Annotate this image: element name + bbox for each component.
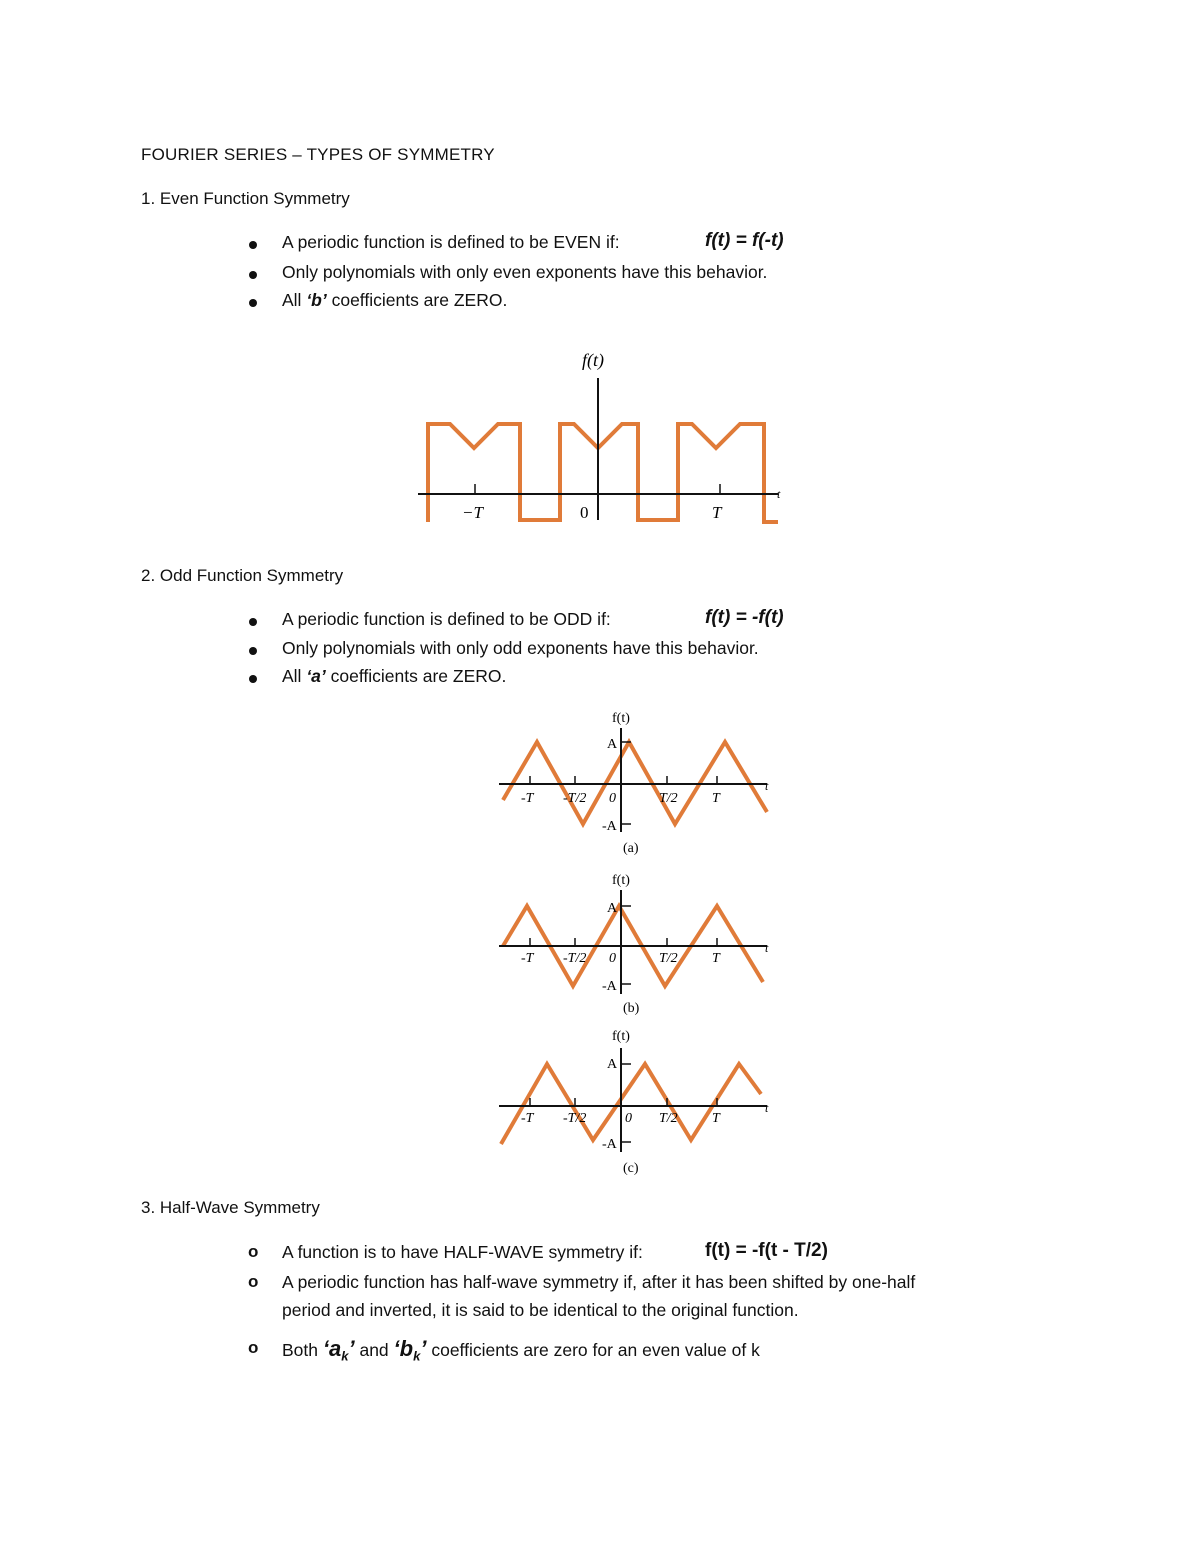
amplitude-label: A — [607, 737, 618, 752]
bullet-icon — [249, 647, 257, 655]
bullet-icon — [249, 271, 257, 279]
list-item — [0, 666, 1100, 690]
tick-label: -T/2 — [563, 791, 587, 806]
list-item — [0, 638, 1100, 662]
bullet-text: A function is to have HALF-WAVE symmetry if: — [282, 1242, 643, 1262]
list-item — [0, 262, 1100, 286]
bullet-icon — [249, 299, 257, 307]
bullet-text: A periodic function is defined to be EVEN if: — [282, 232, 620, 252]
section-heading-even: 1. Even Function Symmetry — [141, 189, 350, 208]
tick-label: 0 — [580, 503, 589, 522]
waveform — [501, 1064, 761, 1144]
bullet-icon — [249, 241, 257, 249]
bullet-text: All ‘a’ coefficients are ZERO. — [282, 666, 507, 686]
equation: f(t) = -f(t - T/2) — [705, 1240, 828, 1261]
y-axis-label: f(t) — [612, 711, 630, 726]
tick-label: T/2 — [659, 951, 678, 966]
tick-label: 0 — [609, 791, 616, 806]
bullet-icon — [249, 675, 257, 683]
tick-label: -T — [521, 951, 534, 966]
bullet-text: Both ‘$a_k$’ and ‘$b_k$’ coefficients are zero for an even value of k — [282, 1336, 760, 1364]
tick-label: T — [712, 503, 722, 522]
figure-caption: (c) — [623, 1161, 639, 1176]
equation: f(t) = -f(t) — [705, 607, 784, 628]
tick-label: T — [712, 791, 720, 806]
bullet-text: A periodic function has half-wave symmetry if, after it has been shifted by one-half — [282, 1272, 916, 1292]
tick-label: −T — [462, 503, 483, 522]
section-heading-half-wave: 3. Half-Wave Symmetry — [141, 1198, 320, 1217]
amplitude-label: -A — [602, 1137, 617, 1152]
bullet-text: All ‘b’ coefficients are ZERO. — [282, 290, 508, 310]
amplitude-label: -A — [602, 819, 617, 834]
figure-caption: (a) — [623, 841, 639, 856]
bullet-marker: o — [248, 1242, 259, 1261]
tick-label: -T — [521, 1111, 534, 1126]
y-axis-label: f(t) — [612, 873, 630, 888]
amplitude-label: -A — [602, 979, 617, 994]
equation: f(t) = f(-t) — [705, 230, 784, 251]
list-item — [0, 290, 1100, 314]
bullet-text: Only polynomials with only odd exponents have this behavior. — [282, 638, 759, 658]
x-axis-label: t — [765, 779, 769, 793]
figure-caption: (b) — [623, 1001, 640, 1016]
tick-label: T/2 — [659, 791, 678, 806]
bullet-marker: o — [248, 1272, 259, 1291]
x-axis-label: t — [765, 1101, 769, 1115]
even-function-figure — [410, 340, 790, 530]
bullet-marker: o — [248, 1338, 259, 1357]
list-item — [0, 232, 1100, 256]
tick-label: T — [712, 1111, 720, 1126]
odd-function-figure-b — [495, 864, 775, 1020]
odd-function-figure-c — [495, 1022, 775, 1178]
bullet-text: Only polynomials with only even exponents have this behavior. — [282, 262, 768, 282]
tick-label: 0 — [625, 1111, 632, 1126]
amplitude-label: A — [607, 901, 618, 916]
odd-function-figure-a — [495, 702, 775, 860]
bullet-icon — [249, 618, 257, 626]
bullet-text: A periodic function is defined to be ODD if: — [282, 609, 611, 629]
y-axis-label: f(t) — [612, 1029, 630, 1044]
tick-label: 0 — [609, 951, 616, 966]
list-item — [0, 1242, 1100, 1266]
tick-label: T — [712, 951, 720, 966]
list-item — [0, 1336, 1100, 1366]
tick-label: T/2 — [659, 1111, 678, 1126]
tick-label: -T/2 — [563, 951, 587, 966]
list-item — [0, 1272, 1100, 1320]
list-item — [0, 609, 1100, 633]
tick-label: -T — [521, 791, 534, 806]
x-axis-label: t — [777, 487, 781, 501]
tick-label: -T/2 — [563, 1111, 587, 1126]
y-axis-label: f(t) — [582, 350, 604, 370]
section-heading-odd: 2. Odd Function Symmetry — [141, 566, 344, 585]
bullet-text-continued: period and inverted, it is said to be identical to the original function. — [282, 1300, 799, 1320]
amplitude-label: A — [607, 1057, 618, 1072]
x-axis-label: t — [765, 941, 769, 955]
page-title: FOURIER SERIES – TYPES OF SYMMETRY — [141, 145, 495, 164]
